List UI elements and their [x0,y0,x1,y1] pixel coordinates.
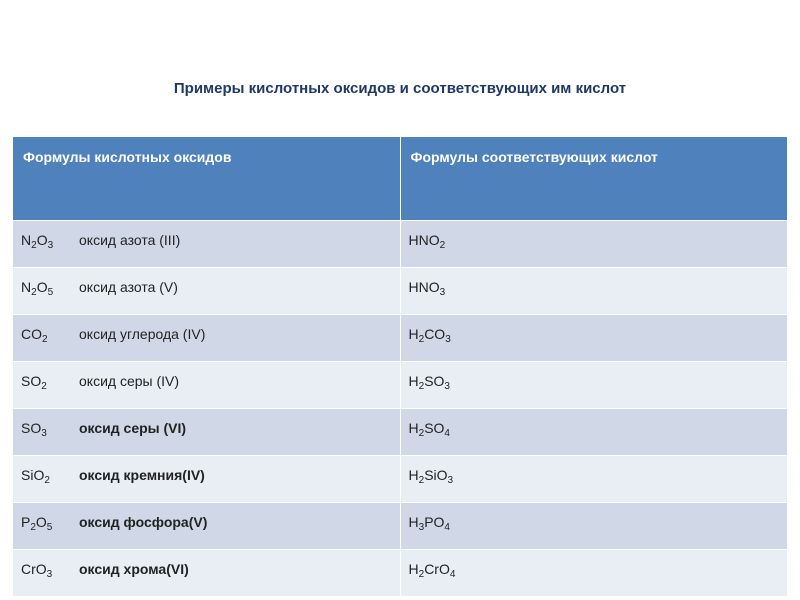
acid-formula-part: 3 [447,474,454,486]
acid-formula-part: H [408,560,419,577]
oxide-cell [13,408,400,455]
oxide-formula-part: 5 [47,286,54,298]
oxide-formula-part: 3 [41,427,47,439]
acid-formula [408,513,450,533]
oxide-cell [13,361,400,408]
acid-formula-part: CO [424,325,446,342]
acid-formula-part: 2 [418,568,425,580]
acid-cell [400,220,787,267]
acid-formula [408,325,451,345]
oxide-formula-part: O [35,513,47,530]
oxide-name: оксид серы (VI) [79,419,187,436]
slide-title: Примеры кислотных оксидов и соответствующих им кислот [173,80,627,97]
acid-formula-part: 2 [418,380,425,392]
acid-formula-part: H [408,513,419,530]
acid-formula-part: 3 [445,333,451,345]
acid-cell [400,549,787,596]
table-header-row [13,137,787,220]
header-oxide-formulas: Формулы кислотных оксидов [13,137,400,220]
acid-formula-part: 4 [444,521,450,533]
table-body [13,220,787,596]
oxide-formula [21,326,77,345]
oxide-cell [13,502,400,549]
acid-formula-part: SiO [424,466,448,483]
oxide-formula-part: 2 [30,521,36,533]
acid-formula-part: H [408,325,419,342]
oxide-formula [21,279,77,298]
table-row [13,267,787,314]
oxide-name: оксид фосфора(V) [79,513,208,530]
oxide-formula [21,467,77,486]
oxide-formula-part: O [36,231,48,248]
oxide-name: оксид кремния(IV) [79,466,205,483]
acid-formula-part: 2 [418,333,425,345]
acid-formula-part: H [408,419,419,436]
oxide-formula [21,232,77,251]
acid-formula-part: HNO [408,231,440,248]
table-row [13,502,787,549]
acid-cell [400,267,787,314]
table-row [13,408,787,455]
acid-formula [408,372,450,392]
acid-formula-part: SO [424,372,445,389]
oxide-name: оксид серы (IV) [79,372,180,389]
oxide-formula-part: N [21,231,32,248]
table-row [13,549,787,596]
acid-cell [400,408,787,455]
oxide-cell [13,314,400,361]
acid-formula [408,419,450,439]
header-acid-formulas: Формулы соответствующих кислот [400,137,787,220]
oxide-formula-part: 2 [31,239,37,251]
oxide-formula-part: O [36,278,48,295]
acid-cell [400,455,787,502]
oxide-formula-part: 2 [42,333,48,345]
acid-formula [408,231,446,251]
acid-cell [400,361,787,408]
acid-cell [400,502,787,549]
acid-formula-part: 2 [439,239,446,251]
oxide-formula-part: 2 [41,380,47,392]
oxide-formula [21,420,77,439]
oxide-formula-part: 2 [44,474,50,486]
oxide-formula-part: CO [21,325,42,342]
oxide-formula-part: SiO [21,466,45,483]
oxide-cell [13,455,400,502]
acid-formula-part: SO [424,419,445,436]
oxide-formula-part: 2 [31,286,37,298]
acid-formula-part: 2 [418,427,425,439]
oxide-name: оксид азота (V) [79,278,178,295]
oxide-formula-part: SO [21,419,42,436]
oxide-formula [21,373,77,392]
oxide-name: оксид углерода (IV) [79,325,206,342]
oxide-formula-part: P [21,513,31,530]
table-row [13,455,787,502]
oxide-formula-part: 3 [47,239,54,251]
acid-formula-part: 3 [418,521,425,533]
acid-formula-part: H [408,372,419,389]
oxide-formula-part: N [21,278,32,295]
oxide-formula-part: 3 [46,568,53,580]
acid-formula-part: 3 [444,380,450,392]
table-row [13,220,787,267]
acid-formula [408,466,454,486]
oxides-table [13,137,787,596]
acid-formula-part: 2 [418,474,425,486]
acid-formula-part: HNO [408,278,440,295]
oxide-name: оксид хрома(VI) [79,560,189,577]
table-row [13,361,787,408]
oxide-formula [21,514,77,533]
acid-cell [400,314,787,361]
oxide-cell [13,220,400,267]
acid-formula-part: 3 [439,286,446,298]
oxide-formula-part: SO [21,372,42,389]
oxide-name: оксид азота (III) [79,231,181,248]
oxide-formula-part: 5 [46,521,53,533]
table-row [13,314,787,361]
acid-formula-part: CrO [424,560,450,577]
oxide-cell [13,549,400,596]
acid-formula [408,560,456,580]
oxide-formula [21,561,77,580]
acid-formula-part: H [408,466,419,483]
acid-formula-part: 4 [449,568,456,580]
acid-formula-part: PO [424,513,445,530]
oxide-formula-part: CrO [21,560,47,577]
acid-formula [408,278,446,298]
oxide-cell [13,267,400,314]
acid-formula-part: 4 [444,427,450,439]
